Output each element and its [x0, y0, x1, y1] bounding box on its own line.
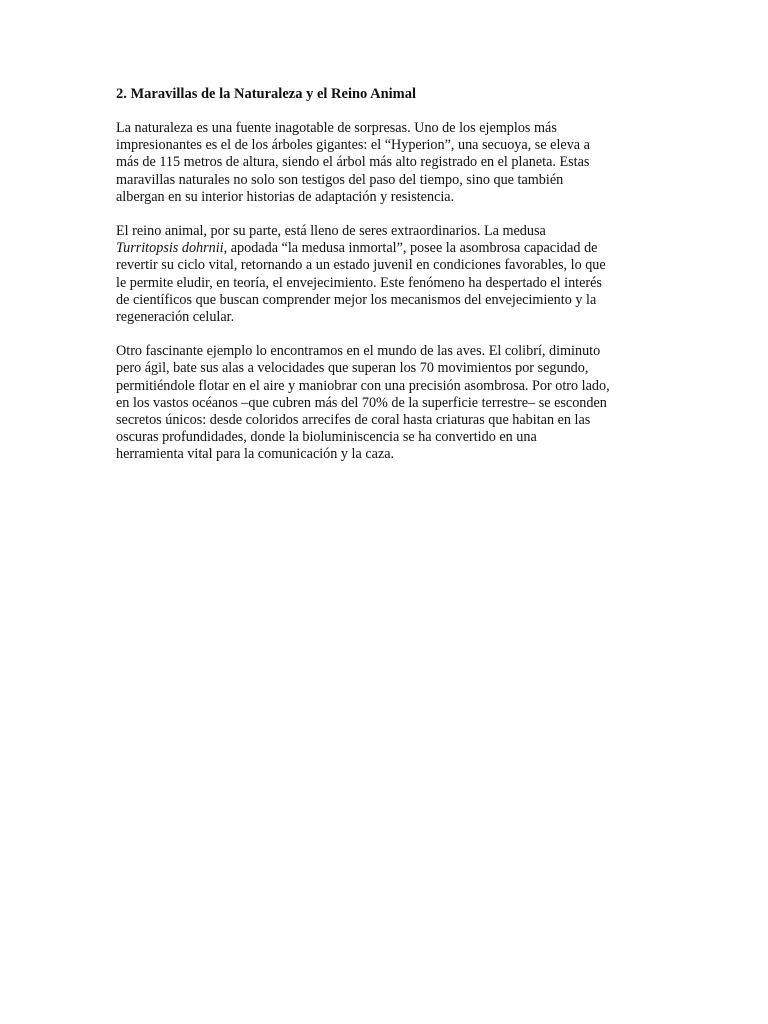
paragraph-line: en los vastos océanos –que cubren más del 70% de la superficie terrestre– se esconden	[116, 394, 607, 411]
paragraph-line: El reino animal, por su parte, está lleno de seres extraordinarios. La medusa	[116, 223, 546, 240]
paragraph-line: pero ágil, bate sus alas a velocidades que superan los 70 movimientos por segundo,	[116, 360, 589, 377]
paragraph-animal-kingdom	[116, 223, 656, 326]
paragraph-line: regeneración celular.	[116, 309, 235, 326]
paragraph-line	[116, 240, 656, 257]
paragraph-line: más de 115 metros de altura, siendo el árbol más alto registrado en el planeta. Estas	[116, 154, 590, 171]
paragraph-birds-oceans	[116, 343, 656, 463]
species-name: Turritopsis dohrnii	[116, 240, 224, 257]
paragraph-line-rest: , apodada “la medusa inmortal”, posee la asombrosa capacidad de	[223, 240, 598, 257]
paragraph-line: maravillas naturales no solo son testigos del paso del tiempo, sino que también	[116, 171, 564, 188]
paragraph-line: impresionantes es el de los árboles gigantes: el “Hyperion”, una secuoya, se eleva a	[116, 137, 590, 154]
paragraph-line: revertir su ciclo vital, retornando a un estado juvenil en condiciones favorables, lo que	[116, 257, 606, 274]
paragraph-line: La naturaleza es una fuente inagotable de sorpresas. Uno de los ejemplos más	[116, 120, 557, 136]
paragraph-line: Otro fascinante ejemplo lo encontramos en el mundo de las aves. El colibrí, diminuto	[116, 343, 601, 360]
paragraph-line: albergan en su interior historias de adaptación y resistencia.	[116, 188, 455, 205]
paragraph-line: le permite eludir, en teoría, el envejecimiento. Este fenómeno ha despertado el interés	[116, 274, 602, 291]
paragraph-nature	[116, 120, 656, 206]
paragraph-line: de científicos que buscan comprender mejor los mecanismos del envejecimiento y la	[116, 291, 597, 308]
paragraph-line: oscuras profundidades, donde la bioluminiscencia se ha convertido en una	[116, 429, 537, 446]
paragraph-line: permitiéndole flotar en el aire y maniobrar con una precisión asombrosa. Por otro lado,	[116, 377, 610, 394]
document-page	[116, 86, 656, 481]
paragraph-line: herramienta vital para la comunicación y la caza.	[116, 446, 395, 463]
section-heading: 2. Maravillas de la Naturaleza y el Reino Animal	[116, 86, 417, 102]
paragraph-line: secretos únicos: desde coloridos arrecifes de coral hasta criaturas que habitan en las	[116, 412, 591, 429]
